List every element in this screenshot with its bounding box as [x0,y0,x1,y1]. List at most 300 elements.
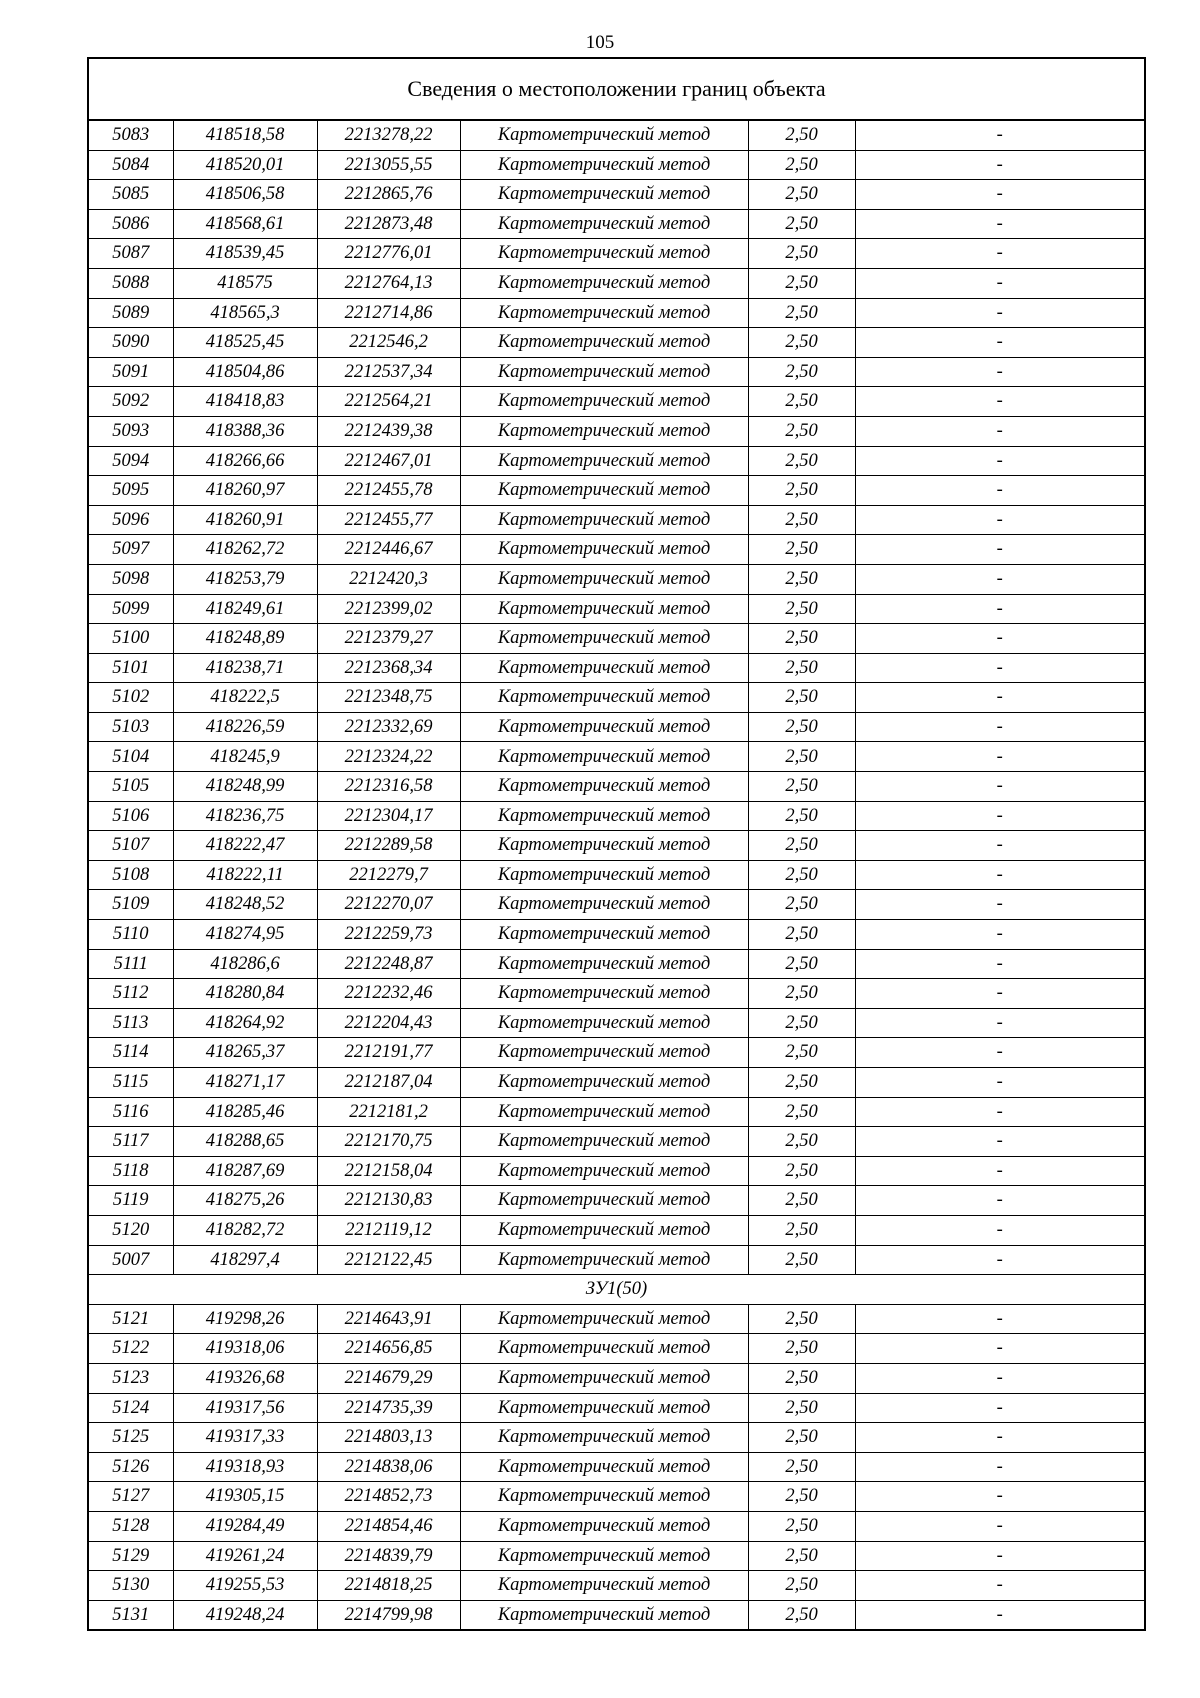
accuracy-cell: 2,50 [748,1008,855,1038]
note-cell: - [855,979,1144,1009]
accuracy-cell: 2,50 [748,1363,855,1393]
coordinate-y-cell: 2212289,58 [317,831,460,861]
accuracy-cell: 2,50 [748,564,855,594]
coordinate-y-cell: 2212316,58 [317,772,460,802]
table-row [89,446,1144,476]
coordinate-x-cell: 418222,11 [173,860,317,890]
note-cell: - [855,239,1144,269]
table-row [89,298,1144,328]
coordinate-y-cell: 2214838,06 [317,1452,460,1482]
table-row [89,505,1144,535]
coordinate-y-cell: 2214803,13 [317,1423,460,1453]
coordinate-y-cell: 2212455,78 [317,476,460,506]
table-row [89,150,1144,180]
method-cell: Картометрический метод [460,1600,748,1629]
table-row [89,180,1144,210]
point-number-cell: 5094 [89,446,173,476]
accuracy-cell: 2,50 [748,1068,855,1098]
point-number-cell: 5109 [89,890,173,920]
coordinate-x-cell: 418506,58 [173,180,317,210]
point-number-cell: 5007 [89,1245,173,1275]
method-cell: Картометрический метод [460,1334,748,1364]
coordinate-y-cell: 2212181,2 [317,1097,460,1127]
point-number-cell: 5120 [89,1215,173,1245]
coordinate-y-cell: 2212537,34 [317,357,460,387]
table-row [89,624,1144,654]
coordinate-y-cell: 2212764,13 [317,268,460,298]
coordinate-y-cell: 2212446,67 [317,535,460,565]
note-cell: - [855,1068,1144,1098]
table-row [89,1571,1144,1601]
accuracy-cell: 2,50 [748,328,855,358]
table-row [89,1541,1144,1571]
method-cell: Картометрический метод [460,209,748,239]
table-row [89,1304,1144,1334]
note-cell: - [855,446,1144,476]
accuracy-cell: 2,50 [748,1482,855,1512]
point-number-cell: 5095 [89,476,173,506]
coordinate-x-cell: 418222,5 [173,683,317,713]
method-cell: Картометрический метод [460,1215,748,1245]
table-row [89,1600,1144,1629]
accuracy-cell: 2,50 [748,150,855,180]
accuracy-cell: 2,50 [748,949,855,979]
coordinate-x-cell: 418297,4 [173,1245,317,1275]
method-cell: Картометрический метод [460,387,748,417]
method-cell: Картометрический метод [460,860,748,890]
point-number-cell: 5117 [89,1127,173,1157]
point-number-cell: 5130 [89,1571,173,1601]
method-cell: Картометрический метод [460,1363,748,1393]
note-cell: - [855,1541,1144,1571]
table-row [89,831,1144,861]
accuracy-cell: 2,50 [748,1097,855,1127]
section-label: ЗУ1(50) [89,1275,1144,1305]
coordinate-y-cell: 2212204,43 [317,1008,460,1038]
accuracy-cell: 2,50 [748,1156,855,1186]
point-number-cell: 5102 [89,683,173,713]
table-row [89,1008,1144,1038]
method-cell: Картометрический метод [460,298,748,328]
point-number-cell: 5097 [89,535,173,565]
method-cell: Картометрический метод [460,1008,748,1038]
accuracy-cell: 2,50 [748,416,855,446]
method-cell: Картометрический метод [460,772,748,802]
method-cell: Картометрический метод [460,535,748,565]
method-cell: Картометрический метод [460,1541,748,1571]
note-cell: - [855,860,1144,890]
coordinate-x-cell: 418260,97 [173,476,317,506]
method-cell: Картометрический метод [460,121,748,150]
coordinate-x-cell: 418265,37 [173,1038,317,1068]
coordinate-y-cell: 2212259,73 [317,920,460,950]
coordinate-x-cell: 419318,06 [173,1334,317,1364]
coordinate-y-cell: 2212420,3 [317,564,460,594]
method-cell: Картометрический метод [460,1511,748,1541]
table-row [89,801,1144,831]
accuracy-cell: 2,50 [748,1127,855,1157]
coordinate-y-cell: 2212279,7 [317,860,460,890]
table-row [89,1245,1144,1275]
sheet-title: Сведения о местоположении границ объекта [89,59,1144,121]
coordinate-x-cell: 418388,36 [173,416,317,446]
coordinate-y-cell: 2214679,29 [317,1363,460,1393]
coordinate-x-cell: 418285,46 [173,1097,317,1127]
note-cell: - [855,298,1144,328]
coordinate-x-cell: 419305,15 [173,1482,317,1512]
coordinate-x-cell: 419261,24 [173,1541,317,1571]
coordinate-x-cell: 418520,01 [173,150,317,180]
table-row [89,1363,1144,1393]
method-cell: Картометрический метод [460,357,748,387]
note-cell: - [855,357,1144,387]
accuracy-cell: 2,50 [748,594,855,624]
point-number-cell: 5085 [89,180,173,210]
point-number-cell: 5118 [89,1156,173,1186]
table-row [89,1068,1144,1098]
method-cell: Картометрический метод [460,1068,748,1098]
point-number-cell: 5093 [89,416,173,446]
accuracy-cell: 2,50 [748,801,855,831]
coordinate-x-cell: 419255,53 [173,1571,317,1601]
coordinate-x-cell: 418248,99 [173,772,317,802]
coordinate-y-cell: 2214656,85 [317,1334,460,1364]
table-row [89,860,1144,890]
note-cell: - [855,949,1144,979]
accuracy-cell: 2,50 [748,1511,855,1541]
coordinate-x-cell: 418238,71 [173,653,317,683]
coordinate-x-cell: 419298,26 [173,1304,317,1334]
accuracy-cell: 2,50 [748,357,855,387]
coordinates-table-body [89,121,1144,1629]
coordinate-x-cell: 418248,52 [173,890,317,920]
accuracy-cell: 2,50 [748,742,855,772]
coordinate-x-cell: 418222,47 [173,831,317,861]
table-row [89,920,1144,950]
accuracy-cell: 2,50 [748,476,855,506]
method-cell: Картометрический метод [460,979,748,1009]
accuracy-cell: 2,50 [748,239,855,269]
table-row [89,772,1144,802]
coordinate-y-cell: 2214839,79 [317,1541,460,1571]
accuracy-cell: 2,50 [748,387,855,417]
note-cell: - [855,1600,1144,1629]
coordinate-y-cell: 2212399,02 [317,594,460,624]
note-cell: - [855,180,1144,210]
point-number-cell: 5111 [89,949,173,979]
point-number-cell: 5127 [89,1482,173,1512]
note-cell: - [855,121,1144,150]
method-cell: Картометрический метод [460,742,748,772]
coordinate-y-cell: 2212368,34 [317,653,460,683]
method-cell: Картометрический метод [460,831,748,861]
coordinate-y-cell: 2212348,75 [317,683,460,713]
method-cell: Картометрический метод [460,624,748,654]
coordinate-x-cell: 419284,49 [173,1511,317,1541]
note-cell: - [855,1215,1144,1245]
accuracy-cell: 2,50 [748,831,855,861]
method-cell: Картометрический метод [460,683,748,713]
coordinate-x-cell: 418288,65 [173,1127,317,1157]
point-number-cell: 5091 [89,357,173,387]
coordinate-y-cell: 2212191,77 [317,1038,460,1068]
note-cell: - [855,209,1144,239]
method-cell: Картометрический метод [460,653,748,683]
note-cell: - [855,1571,1144,1601]
table-row [89,1097,1144,1127]
note-cell: - [855,1304,1144,1334]
coordinate-x-cell: 418226,59 [173,712,317,742]
method-cell: Картометрический метод [460,1304,748,1334]
accuracy-cell: 2,50 [748,121,855,150]
method-cell: Картометрический метод [460,1571,748,1601]
table-row [89,1186,1144,1216]
note-cell: - [855,1452,1144,1482]
method-cell: Картометрический метод [460,1423,748,1453]
coordinate-x-cell: 418249,61 [173,594,317,624]
accuracy-cell: 2,50 [748,1600,855,1629]
coordinate-y-cell: 2213278,22 [317,121,460,150]
method-cell: Картометрический метод [460,1097,748,1127]
coordinate-y-cell: 2214854,46 [317,1511,460,1541]
method-cell: Картометрический метод [460,920,748,950]
table-row [89,564,1144,594]
coordinate-y-cell: 2212873,48 [317,209,460,239]
note-cell: - [855,920,1144,950]
point-number-cell: 5096 [89,505,173,535]
note-cell: - [855,387,1144,417]
coordinate-y-cell: 2212324,22 [317,742,460,772]
coordinate-x-cell: 418264,92 [173,1008,317,1038]
accuracy-cell: 2,50 [748,653,855,683]
coordinate-y-cell: 2214643,91 [317,1304,460,1334]
note-cell: - [855,1097,1144,1127]
note-cell: - [855,1008,1144,1038]
table-row [89,1156,1144,1186]
coordinate-y-cell: 2212439,38 [317,416,460,446]
table-row [89,1215,1144,1245]
accuracy-cell: 2,50 [748,920,855,950]
point-number-cell: 5084 [89,150,173,180]
method-cell: Картометрический метод [460,594,748,624]
accuracy-cell: 2,50 [748,979,855,1009]
table-row [89,476,1144,506]
point-number-cell: 5090 [89,328,173,358]
method-cell: Картометрический метод [460,564,748,594]
coordinate-y-cell: 2212304,17 [317,801,460,831]
method-cell: Картометрический метод [460,150,748,180]
coordinate-y-cell: 2214818,25 [317,1571,460,1601]
method-cell: Картометрический метод [460,801,748,831]
accuracy-cell: 2,50 [748,1186,855,1216]
coordinate-y-cell: 2212865,76 [317,180,460,210]
coordinate-x-cell: 418575 [173,268,317,298]
coordinate-y-cell: 2212546,2 [317,328,460,358]
coordinate-x-cell: 419326,68 [173,1363,317,1393]
note-cell: - [855,505,1144,535]
accuracy-cell: 2,50 [748,1038,855,1068]
point-number-cell: 5103 [89,712,173,742]
note-cell: - [855,150,1144,180]
coordinate-x-cell: 418287,69 [173,1156,317,1186]
accuracy-cell: 2,50 [748,180,855,210]
coordinate-x-cell: 418245,9 [173,742,317,772]
point-number-cell: 5083 [89,121,173,150]
accuracy-cell: 2,50 [748,1304,855,1334]
coordinate-x-cell: 419318,93 [173,1452,317,1482]
coordinate-y-cell: 2212130,83 [317,1186,460,1216]
method-cell: Картометрический метод [460,949,748,979]
point-number-cell: 5087 [89,239,173,269]
point-number-cell: 5113 [89,1008,173,1038]
accuracy-cell: 2,50 [748,683,855,713]
coordinate-x-cell: 418280,84 [173,979,317,1009]
accuracy-cell: 2,50 [748,209,855,239]
accuracy-cell: 2,50 [748,890,855,920]
note-cell: - [855,1423,1144,1453]
table-row [89,416,1144,446]
note-cell: - [855,712,1144,742]
point-number-cell: 5131 [89,1600,173,1629]
accuracy-cell: 2,50 [748,1393,855,1423]
coordinate-y-cell: 2212122,45 [317,1245,460,1275]
note-cell: - [855,1186,1144,1216]
coordinate-x-cell: 418282,72 [173,1215,317,1245]
table-row [89,1334,1144,1364]
accuracy-cell: 2,50 [748,772,855,802]
coordinate-x-cell: 418266,66 [173,446,317,476]
coordinate-y-cell: 2212119,12 [317,1215,460,1245]
point-number-cell: 5104 [89,742,173,772]
point-number-cell: 5108 [89,860,173,890]
point-number-cell: 5099 [89,594,173,624]
method-cell: Картометрический метод [460,268,748,298]
coordinate-x-cell: 418418,83 [173,387,317,417]
point-number-cell: 5088 [89,268,173,298]
coordinates-table [89,121,1144,1629]
point-number-cell: 5125 [89,1423,173,1453]
coordinate-x-cell: 418565,3 [173,298,317,328]
accuracy-cell: 2,50 [748,505,855,535]
coordinate-y-cell: 2212232,46 [317,979,460,1009]
table-row [89,239,1144,269]
table-row [89,1423,1144,1453]
coordinate-x-cell: 418271,17 [173,1068,317,1098]
point-number-cell: 5089 [89,298,173,328]
coordinate-x-cell: 418253,79 [173,564,317,594]
point-number-cell: 5105 [89,772,173,802]
method-cell: Картометрический метод [460,1452,748,1482]
method-cell: Картометрический метод [460,712,748,742]
boundary-coordinates-sheet [87,57,1146,1631]
note-cell: - [855,1482,1144,1512]
note-cell: - [855,476,1144,506]
method-cell: Картометрический метод [460,446,748,476]
note-cell: - [855,772,1144,802]
note-cell: - [855,624,1144,654]
table-row [89,209,1144,239]
note-cell: - [855,328,1144,358]
point-number-cell: 5115 [89,1068,173,1098]
table-row [89,890,1144,920]
coordinate-y-cell: 2212564,21 [317,387,460,417]
note-cell: - [855,564,1144,594]
point-number-cell: 5126 [89,1452,173,1482]
coordinate-x-cell: 418504,86 [173,357,317,387]
accuracy-cell: 2,50 [748,535,855,565]
coordinate-y-cell: 2212455,77 [317,505,460,535]
accuracy-cell: 2,50 [748,298,855,328]
table-row [89,653,1144,683]
coordinate-x-cell: 418518,58 [173,121,317,150]
note-cell: - [855,1334,1144,1364]
table-row [89,712,1144,742]
method-cell: Картометрический метод [460,180,748,210]
point-number-cell: 5122 [89,1334,173,1364]
coordinate-x-cell: 419317,33 [173,1423,317,1453]
method-cell: Картометрический метод [460,890,748,920]
method-cell: Картометрический метод [460,476,748,506]
section-row [89,1275,1144,1305]
point-number-cell: 5119 [89,1186,173,1216]
method-cell: Картометрический метод [460,1482,748,1512]
table-row [89,594,1144,624]
coordinate-x-cell: 418236,75 [173,801,317,831]
coordinate-y-cell: 2212248,87 [317,949,460,979]
point-number-cell: 5106 [89,801,173,831]
coordinate-x-cell: 418260,91 [173,505,317,535]
method-cell: Картометрический метод [460,328,748,358]
point-number-cell: 5112 [89,979,173,1009]
note-cell: - [855,742,1144,772]
accuracy-cell: 2,50 [748,268,855,298]
point-number-cell: 5098 [89,564,173,594]
method-cell: Картометрический метод [460,505,748,535]
point-number-cell: 5092 [89,387,173,417]
note-cell: - [855,831,1144,861]
coordinate-y-cell: 2212379,27 [317,624,460,654]
accuracy-cell: 2,50 [748,1245,855,1275]
point-number-cell: 5100 [89,624,173,654]
accuracy-cell: 2,50 [748,860,855,890]
table-row [89,683,1144,713]
accuracy-cell: 2,50 [748,1423,855,1453]
coordinate-x-cell: 418262,72 [173,535,317,565]
table-row [89,979,1144,1009]
point-number-cell: 5114 [89,1038,173,1068]
note-cell: - [855,1393,1144,1423]
accuracy-cell: 2,50 [748,712,855,742]
table-row [89,387,1144,417]
coordinate-x-cell: 418539,45 [173,239,317,269]
table-row [89,1127,1144,1157]
method-cell: Картометрический метод [460,1186,748,1216]
coordinate-y-cell: 2214735,39 [317,1393,460,1423]
table-row [89,1511,1144,1541]
coordinate-x-cell: 419248,24 [173,1600,317,1629]
coordinate-x-cell: 418525,45 [173,328,317,358]
note-cell: - [855,683,1144,713]
coordinate-y-cell: 2212776,01 [317,239,460,269]
method-cell: Картометрический метод [460,1038,748,1068]
note-cell: - [855,801,1144,831]
point-number-cell: 5086 [89,209,173,239]
coordinate-x-cell: 418568,61 [173,209,317,239]
accuracy-cell: 2,50 [748,1334,855,1364]
note-cell: - [855,1511,1144,1541]
accuracy-cell: 2,50 [748,446,855,476]
method-cell: Картометрический метод [460,1156,748,1186]
